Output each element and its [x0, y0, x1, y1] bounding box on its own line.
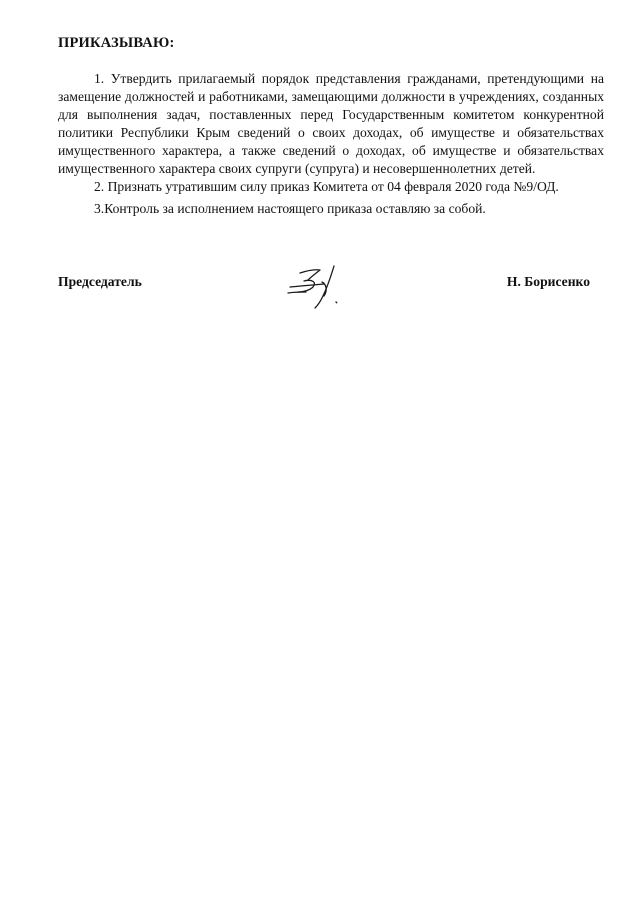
order-item-3: 3.Контроль за исполнением настоящего приказа оставляю за собой. [94, 201, 486, 216]
order-heading: ПРИКАЗЫВАЮ: [58, 35, 175, 51]
order-item-1: 1. Утвердить прилагаемый порядок представления гражданами, претендующими на замещение должностей и работниками, замещающими должности в учреждениях, созданных для выполнения задач, поставленных перед Государственным комитетом конкурентной политики Республики Крым сведений о своих доходах, об имуществе и обязательствах имущественного характера, а также сведений о доходах, об имуществе и обязательствах имущественного характера своих супруги (супруга) и несовершеннолетних детей. [58, 71, 604, 176]
signature-block [58, 262, 590, 312]
order-body [58, 70, 604, 218]
signer-title: Председатель [58, 274, 142, 289]
handwritten-signature-icon [284, 262, 354, 310]
signer-name: Н. Борисенко [506, 274, 590, 289]
order-item-2: 2. Признать утратившим силу приказ Комитета от 04 февраля 2020 года №9/ОД. [94, 179, 559, 194]
